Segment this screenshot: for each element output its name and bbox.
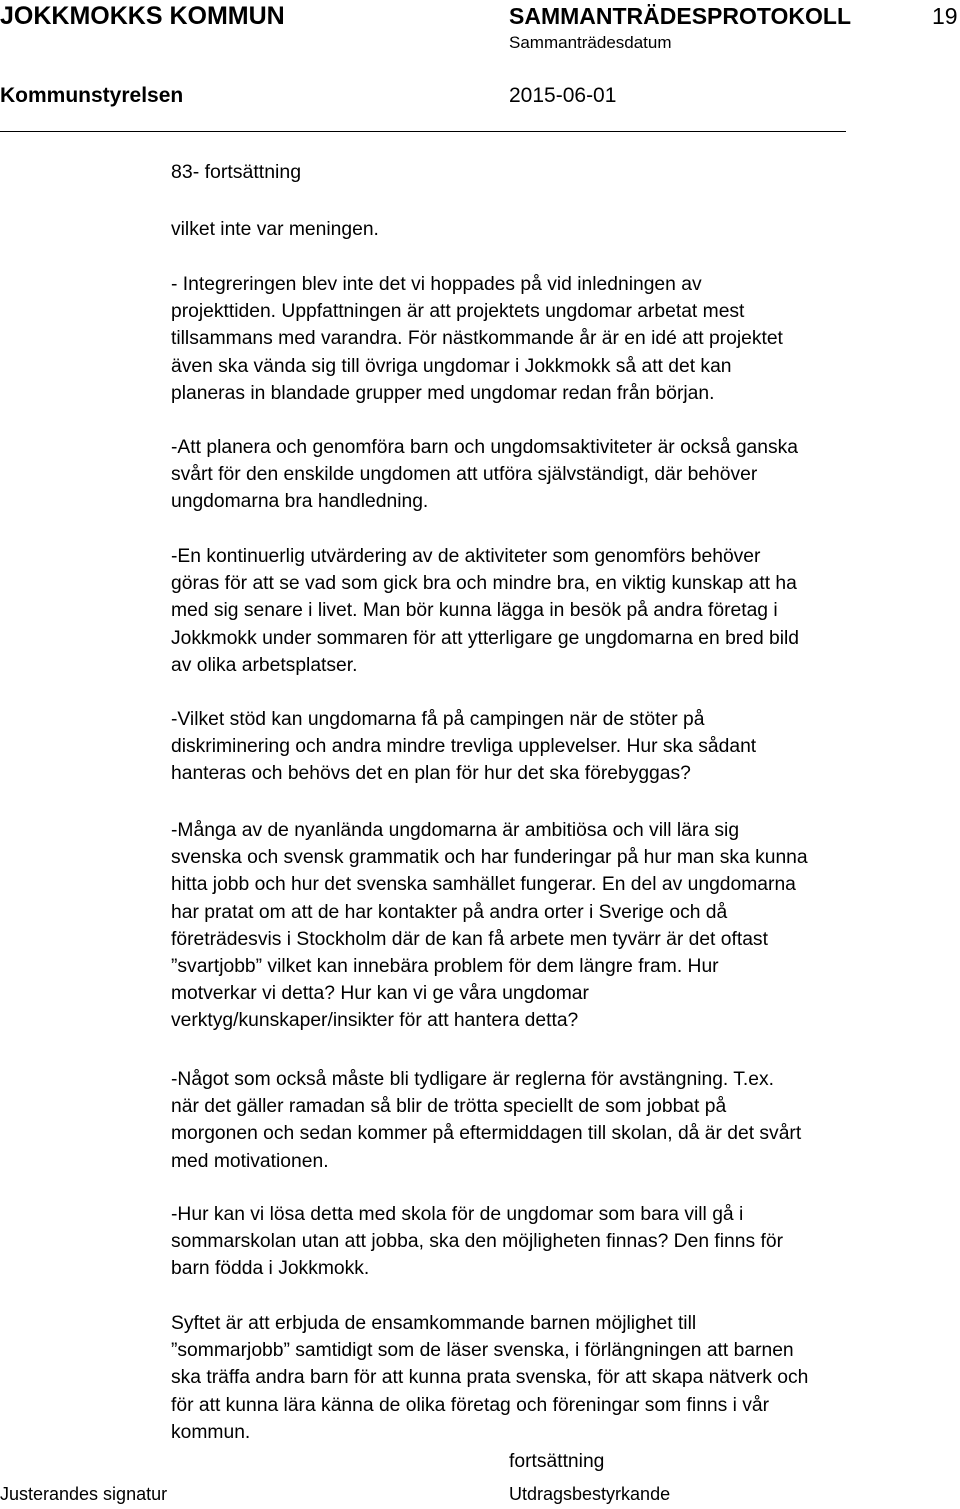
committee-name: Kommunstyrelsen bbox=[0, 84, 184, 107]
paragraph-line: -Hur kan vi lösa detta med skola för de ungdomar som bara vill gå i bbox=[171, 1204, 744, 1225]
paragraph-line: hitta jobb och hur det svenska samhället fungerar. En del av ungdomarna bbox=[171, 874, 796, 896]
paragraph-line: ”svartjobb” vilket kan innebära problem för dem längre fram. Hur bbox=[171, 956, 719, 978]
paragraph-line: kommun. bbox=[171, 1421, 251, 1443]
paragraph-line: tillsammans med varandra. För nästkommande år är en idé att projektet bbox=[171, 328, 783, 350]
paragraph-line: av olika arbetsplatser. bbox=[171, 654, 358, 676]
paragraph-line: har pratat om att de har kontakter på andra orter i Sverige och då bbox=[171, 901, 728, 923]
paragraph-line: vilket inte var meningen. bbox=[171, 219, 379, 240]
header-rule bbox=[0, 131, 846, 132]
paragraph-line: morgonen och sedan kommer på eftermiddagen till skolan, då är det svårt bbox=[171, 1123, 802, 1145]
paragraph-line: svenska och svensk grammatik och har funderingar på hur man ska kunna bbox=[171, 847, 808, 869]
paragraph-line: -Vilket stöd kan ungdomarna få på campingen när de stöter på bbox=[171, 709, 705, 730]
paragraph-line: - Integreringen blev inte det vi hoppades på vid inledningen av bbox=[171, 274, 702, 295]
paragraph-line: ska träffa andra barn för att kunna prata svenska, för att skapa nätverk och bbox=[171, 1367, 809, 1389]
paragraph-line: Jokkmokk under sommaren för att ytterligare ge ungdomarna en bred bild bbox=[171, 627, 800, 649]
paragraph-8 bbox=[171, 1201, 960, 1283]
paragraph-4 bbox=[171, 543, 960, 679]
paragraph-line: -En kontinuerlig utvärdering av de aktiviteter som genomförs behöver bbox=[171, 546, 761, 567]
paragraph-line: svårt för den enskilde ungdomen att utföra självständigt, där behöver bbox=[171, 464, 758, 486]
paragraph-line: ungdomarna bra handledning. bbox=[171, 491, 429, 513]
paragraph-line: -Många av de nyanlända ungdomarna är ambitiösa och vill lära sig bbox=[171, 820, 740, 841]
document-type: SAMMANTRÄDESPROTOKOLL bbox=[509, 3, 852, 29]
paragraph-line: göras för att se vad som gick bra och mindre bra, en viktig kunskap att ha bbox=[171, 573, 797, 595]
paragraph-line: sommarskolan utan att jobba, ska den möjligheten finnas? Den finns för bbox=[171, 1231, 783, 1253]
paragraph-line: planeras in blandade grupper med ungdomar redan från början. bbox=[171, 382, 715, 404]
paragraph-line: för att kunna lära känna de olika företag och föreningar som finns i vår bbox=[171, 1394, 770, 1416]
signature-label: Justerandes signatur bbox=[0, 1484, 168, 1504]
paragraph-line: diskriminering och andra mindre trevliga upplevelser. Hur ska sådant bbox=[171, 736, 757, 758]
paragraph-line: hanteras och behövs det en plan för hur det ska förebyggas? bbox=[171, 763, 691, 785]
paragraph-3 bbox=[171, 434, 960, 516]
paragraph-line: även ska vända sig till övriga ungdomar i Jokkmokk så att det kan bbox=[171, 355, 732, 377]
paragraph-line: projekttiden. Uppfattningen är att projektets ungdomar arbetat mest bbox=[171, 301, 745, 323]
paragraph-line: Syftet är att erbjuda de ensamkommande barnen möjlighet till bbox=[171, 1313, 697, 1334]
continuation-note: fortsättning bbox=[509, 1451, 605, 1472]
paragraph-line: ”sommarjobb” samtidigt som de läser svenska, i förlängningen att barnen bbox=[171, 1340, 794, 1362]
paragraph-line: företrädesvis i Stockholm där de kan få arbete men tyvärr är det oftast bbox=[171, 928, 768, 950]
paragraph-7 bbox=[171, 1066, 960, 1175]
paragraph-9 bbox=[171, 1310, 960, 1446]
extract-certification-label: Utdragsbestyrkande bbox=[509, 1484, 671, 1504]
paragraph-line: med sig senare i livet. Man bör kunna lägga in besök på andra företag i bbox=[171, 600, 778, 622]
paragraph-line: när det gäller ramadan så blir de trötta speciellt de som jobbat på bbox=[171, 1096, 727, 1118]
paragraph-2 bbox=[171, 271, 960, 407]
section-heading: 83- fortsättning bbox=[171, 161, 302, 183]
paragraph-line: -Något som också måste bli tydligare är reglerna för avstängning. T.ex. bbox=[171, 1069, 775, 1090]
page-number: 19 bbox=[932, 3, 958, 29]
paragraph-line: med motivationen. bbox=[171, 1150, 329, 1172]
paragraph-line: -Att planera och genomföra barn och ungdomsaktiviteter är också ganska bbox=[171, 437, 798, 458]
paragraph-line: verktyg/kunskaper/insikter för att hantera detta? bbox=[171, 1010, 579, 1032]
meeting-date: 2015-06-01 bbox=[509, 84, 617, 107]
paragraph-1 bbox=[171, 216, 960, 243]
paragraph-6 bbox=[171, 817, 960, 1035]
paragraph-line: barn födda i Jokkmokk. bbox=[171, 1258, 370, 1280]
paragraph-line: motverkar vi detta? Hur kan vi ge våra ungdomar bbox=[171, 983, 589, 1005]
paragraph-5 bbox=[171, 706, 960, 788]
municipality-name: JOKKMOKKS KOMMUN bbox=[0, 2, 285, 30]
meeting-date-label: Sammanträdesdatum bbox=[509, 33, 672, 52]
